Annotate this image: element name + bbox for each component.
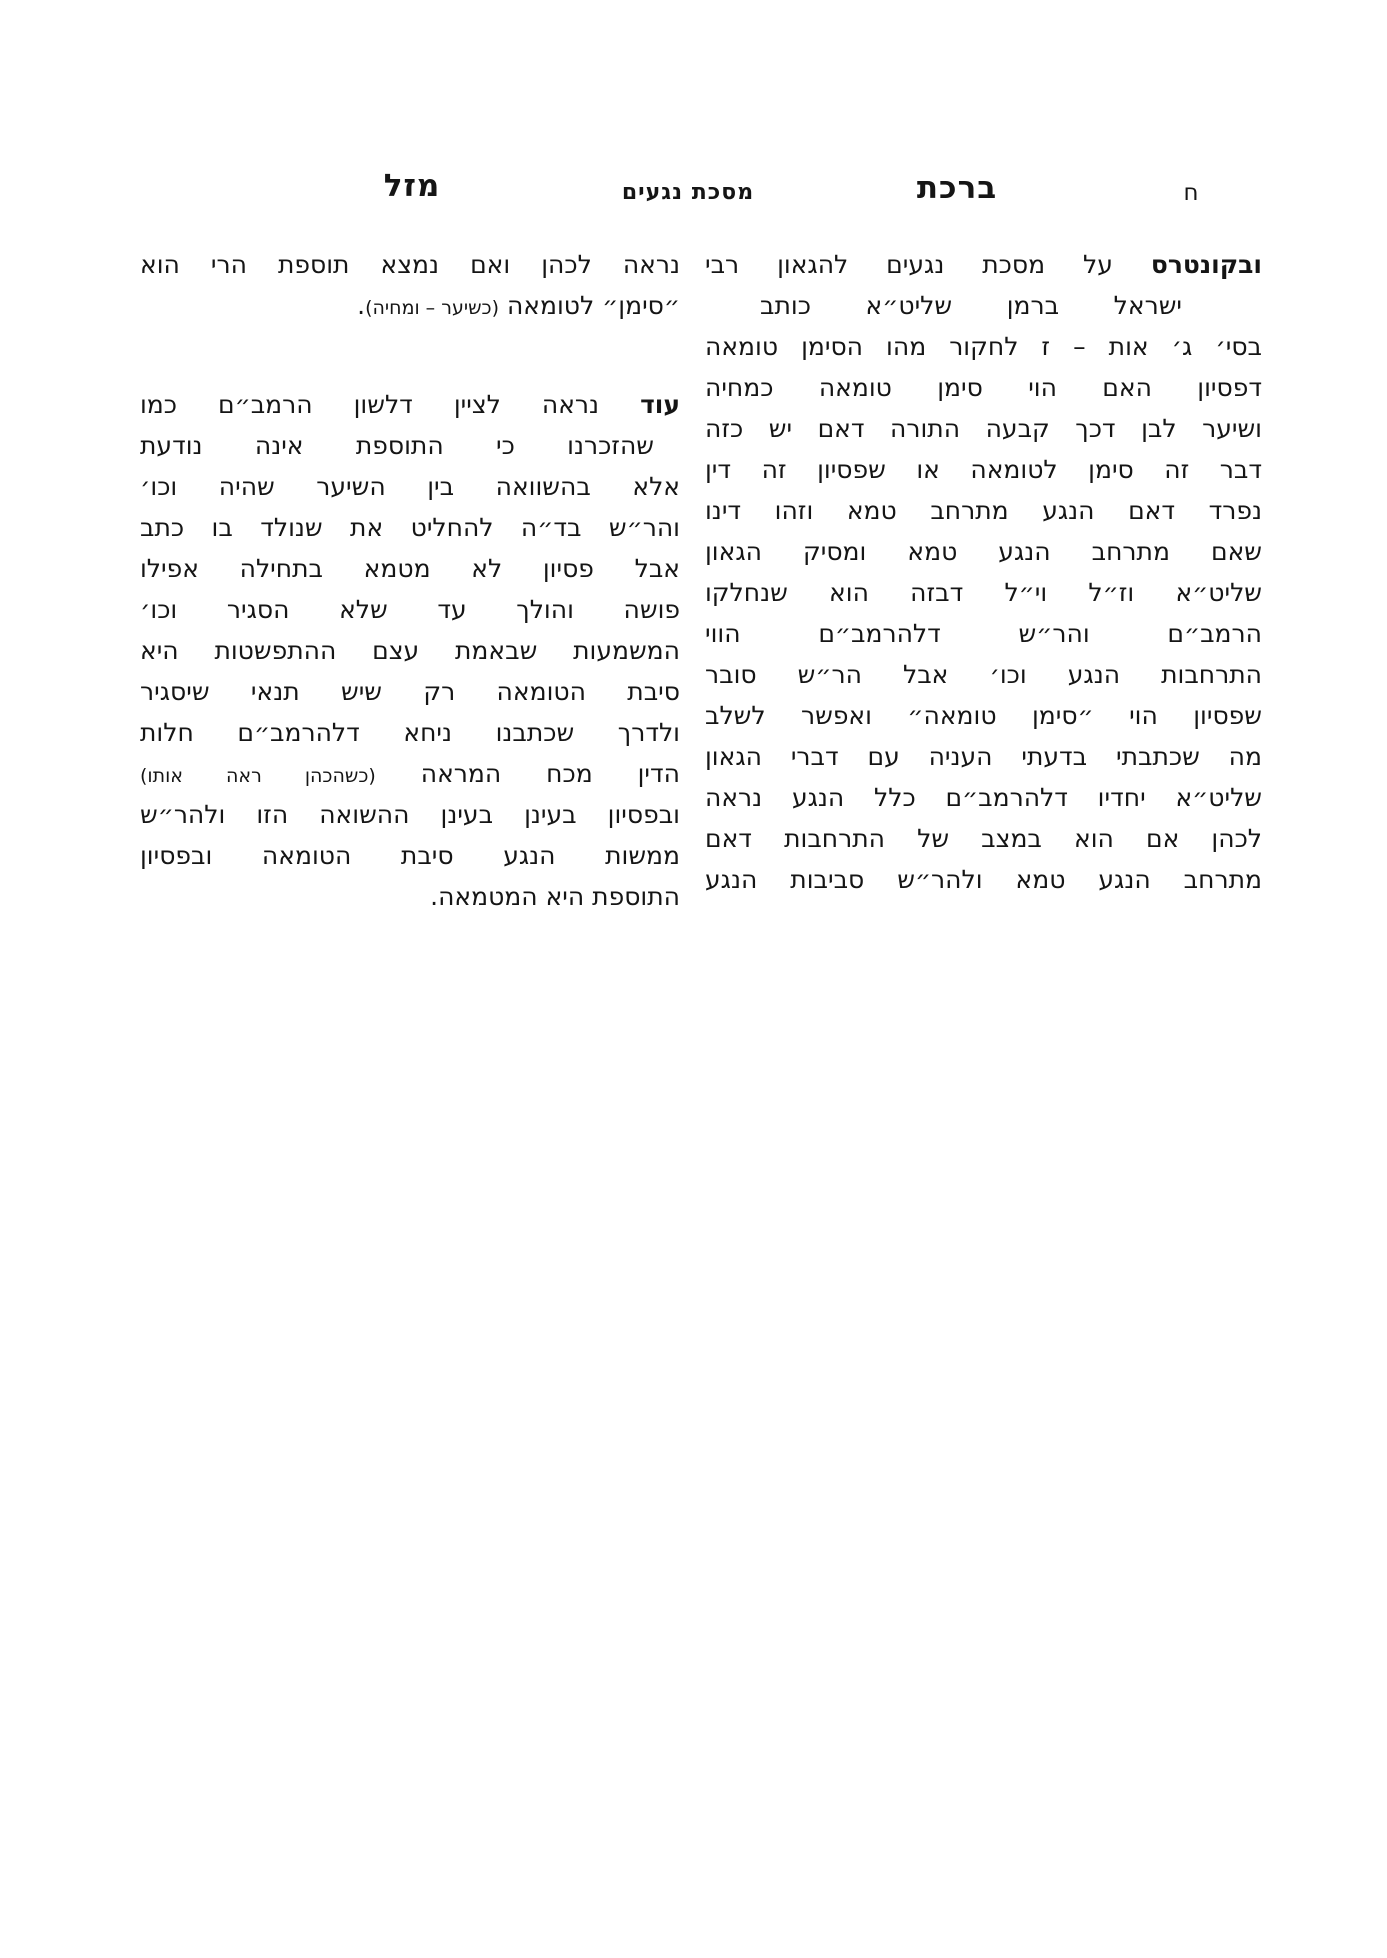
- text-line: [705, 449, 1262, 490]
- header-tractate-name: מסכת נגעים: [621, 180, 755, 205]
- text-segment: מה שכתבתי בדעתי העניה עם דברי הגאון: [705, 742, 1262, 771]
- text-segment: הדין מכח המראה: [375, 759, 680, 788]
- text-line: [705, 736, 1262, 777]
- text-segment: שליט״א וז״ל וי״ל דבזה הוא שנחלקו: [705, 578, 1262, 607]
- text-line: [140, 753, 680, 794]
- text-segment: התרחבות הנגע וכו׳ אבל הר״ש סובר: [705, 660, 1262, 689]
- text-segment: נראה לכהן ואם נמצא תוספת הרי הוא: [140, 250, 680, 279]
- text-segment: שאם מתרחב הנגע טמא ומסיק הגאון: [705, 537, 1262, 566]
- text-segment: ״סימן״ לטומאה: [499, 291, 680, 320]
- text-segment: נפרד דאם הנגע מתרחב טמא וזהו דינו: [705, 496, 1262, 525]
- text-line: [140, 244, 680, 285]
- text-line: [705, 613, 1262, 654]
- text-line: [705, 490, 1262, 531]
- text-line: [705, 244, 1262, 285]
- text-line: [705, 777, 1262, 818]
- text-segment: אלא בהשוואה בין השיער שהיה וכו׳: [140, 472, 680, 501]
- text-segment: לכהן אם הוא במצב של התרחבות דאם: [705, 824, 1262, 853]
- text-segment: שהזכרנו כי התוספת אינה נודעת: [140, 431, 654, 460]
- header-book-title-left: מזל: [383, 168, 441, 204]
- text-segment: דבר זה סימן לטומאה או שפסיון זה דין: [705, 455, 1262, 484]
- text-segment: פושה והולך עד שלא הסגיר וכו׳: [140, 595, 680, 624]
- text-segment: ממשות הנגע סיבת הטומאה ובפסיון: [140, 841, 680, 870]
- text-segment: בסי׳ ג׳ אות – ז לחקור מהו הסימן טומאה: [705, 332, 1262, 361]
- text-segment: שפסיון הוי ״סימן טומאה״ ואפשר לשלב: [705, 701, 1262, 730]
- text-segment: ולדרך שכתבנו ניחא דלהרמב״ם חלות: [140, 718, 680, 747]
- parenthetical-note: (כשהכהן ראה אותו): [140, 765, 376, 787]
- text-segment: ובפסיון בעינן בעינן ההשואה הזו ולהר״ש: [140, 800, 680, 829]
- text-line: [140, 835, 680, 876]
- text-segment: נראה לציין דלשון הרמב״ם כמו: [140, 390, 641, 419]
- text-line: [705, 285, 1262, 326]
- text-segment: התוספת היא המטמאה.: [430, 882, 680, 911]
- text-line: [705, 367, 1262, 408]
- text-segment: ושיער לבן דכך קבעה התורה דאם יש כזה: [705, 414, 1262, 443]
- text-line: [705, 326, 1262, 367]
- parenthetical-note: (כשיער – ומחיה): [365, 297, 500, 319]
- text-line: [705, 695, 1262, 736]
- text-line: [140, 285, 680, 326]
- text-segment: המשמעות שבאמת עצם ההתפשטות היא: [140, 636, 680, 665]
- text-column-right: [705, 244, 1262, 900]
- text-line: [140, 384, 680, 425]
- text-line: [140, 630, 680, 671]
- text-segment: על מסכת נגעים להגאון רבי: [705, 250, 1151, 279]
- text-line: [705, 654, 1262, 695]
- text-segment: אבל פסיון לא מטמא בתחילה אפילו: [140, 554, 680, 583]
- text-segment: הרמב״ם והר״ש דלהרמב״ם הווי: [705, 619, 1262, 648]
- text-line: [140, 507, 680, 548]
- text-line: [140, 712, 680, 753]
- paragraph: [705, 244, 1262, 900]
- text-line: [140, 425, 680, 466]
- header-book-title-right: ברכת: [916, 170, 998, 206]
- text-line: [140, 671, 680, 712]
- text-line: [705, 859, 1262, 900]
- text-segment: מתרחב הנגע טמא ולהר״ש סביבות הנגע: [705, 865, 1262, 894]
- text-column-left: [140, 244, 680, 917]
- bold-opening-word: ובקונטרס: [1150, 250, 1262, 279]
- text-segment: סיבת הטומאה רק שיש תנאי שיסגיר: [140, 677, 680, 706]
- text-segment: שליט״א יחדיו דלהרמב״ם כלל הנגע נראה: [705, 783, 1262, 812]
- text-line: [705, 572, 1262, 613]
- text-line: [140, 548, 680, 589]
- text-line: [140, 876, 680, 917]
- paragraph: [140, 244, 680, 326]
- text-line: [705, 818, 1262, 859]
- header-page-number: ח: [1183, 180, 1199, 206]
- text-segment: והר״ש בד״ה להחליט את שנולד בו כתב: [140, 513, 680, 542]
- text-line: [705, 408, 1262, 449]
- text-segment: ישראל ברמן שליט״א כותב: [760, 291, 1182, 320]
- bold-opening-word: עוד: [640, 390, 680, 419]
- text-line: [140, 466, 680, 507]
- text-segment: דפסיון האם הוי סימן טומאה כמחיה: [705, 373, 1262, 402]
- paragraph: [140, 384, 680, 917]
- text-segment: .: [357, 291, 366, 320]
- text-line: [140, 794, 680, 835]
- text-line: [705, 531, 1262, 572]
- text-line: [140, 589, 680, 630]
